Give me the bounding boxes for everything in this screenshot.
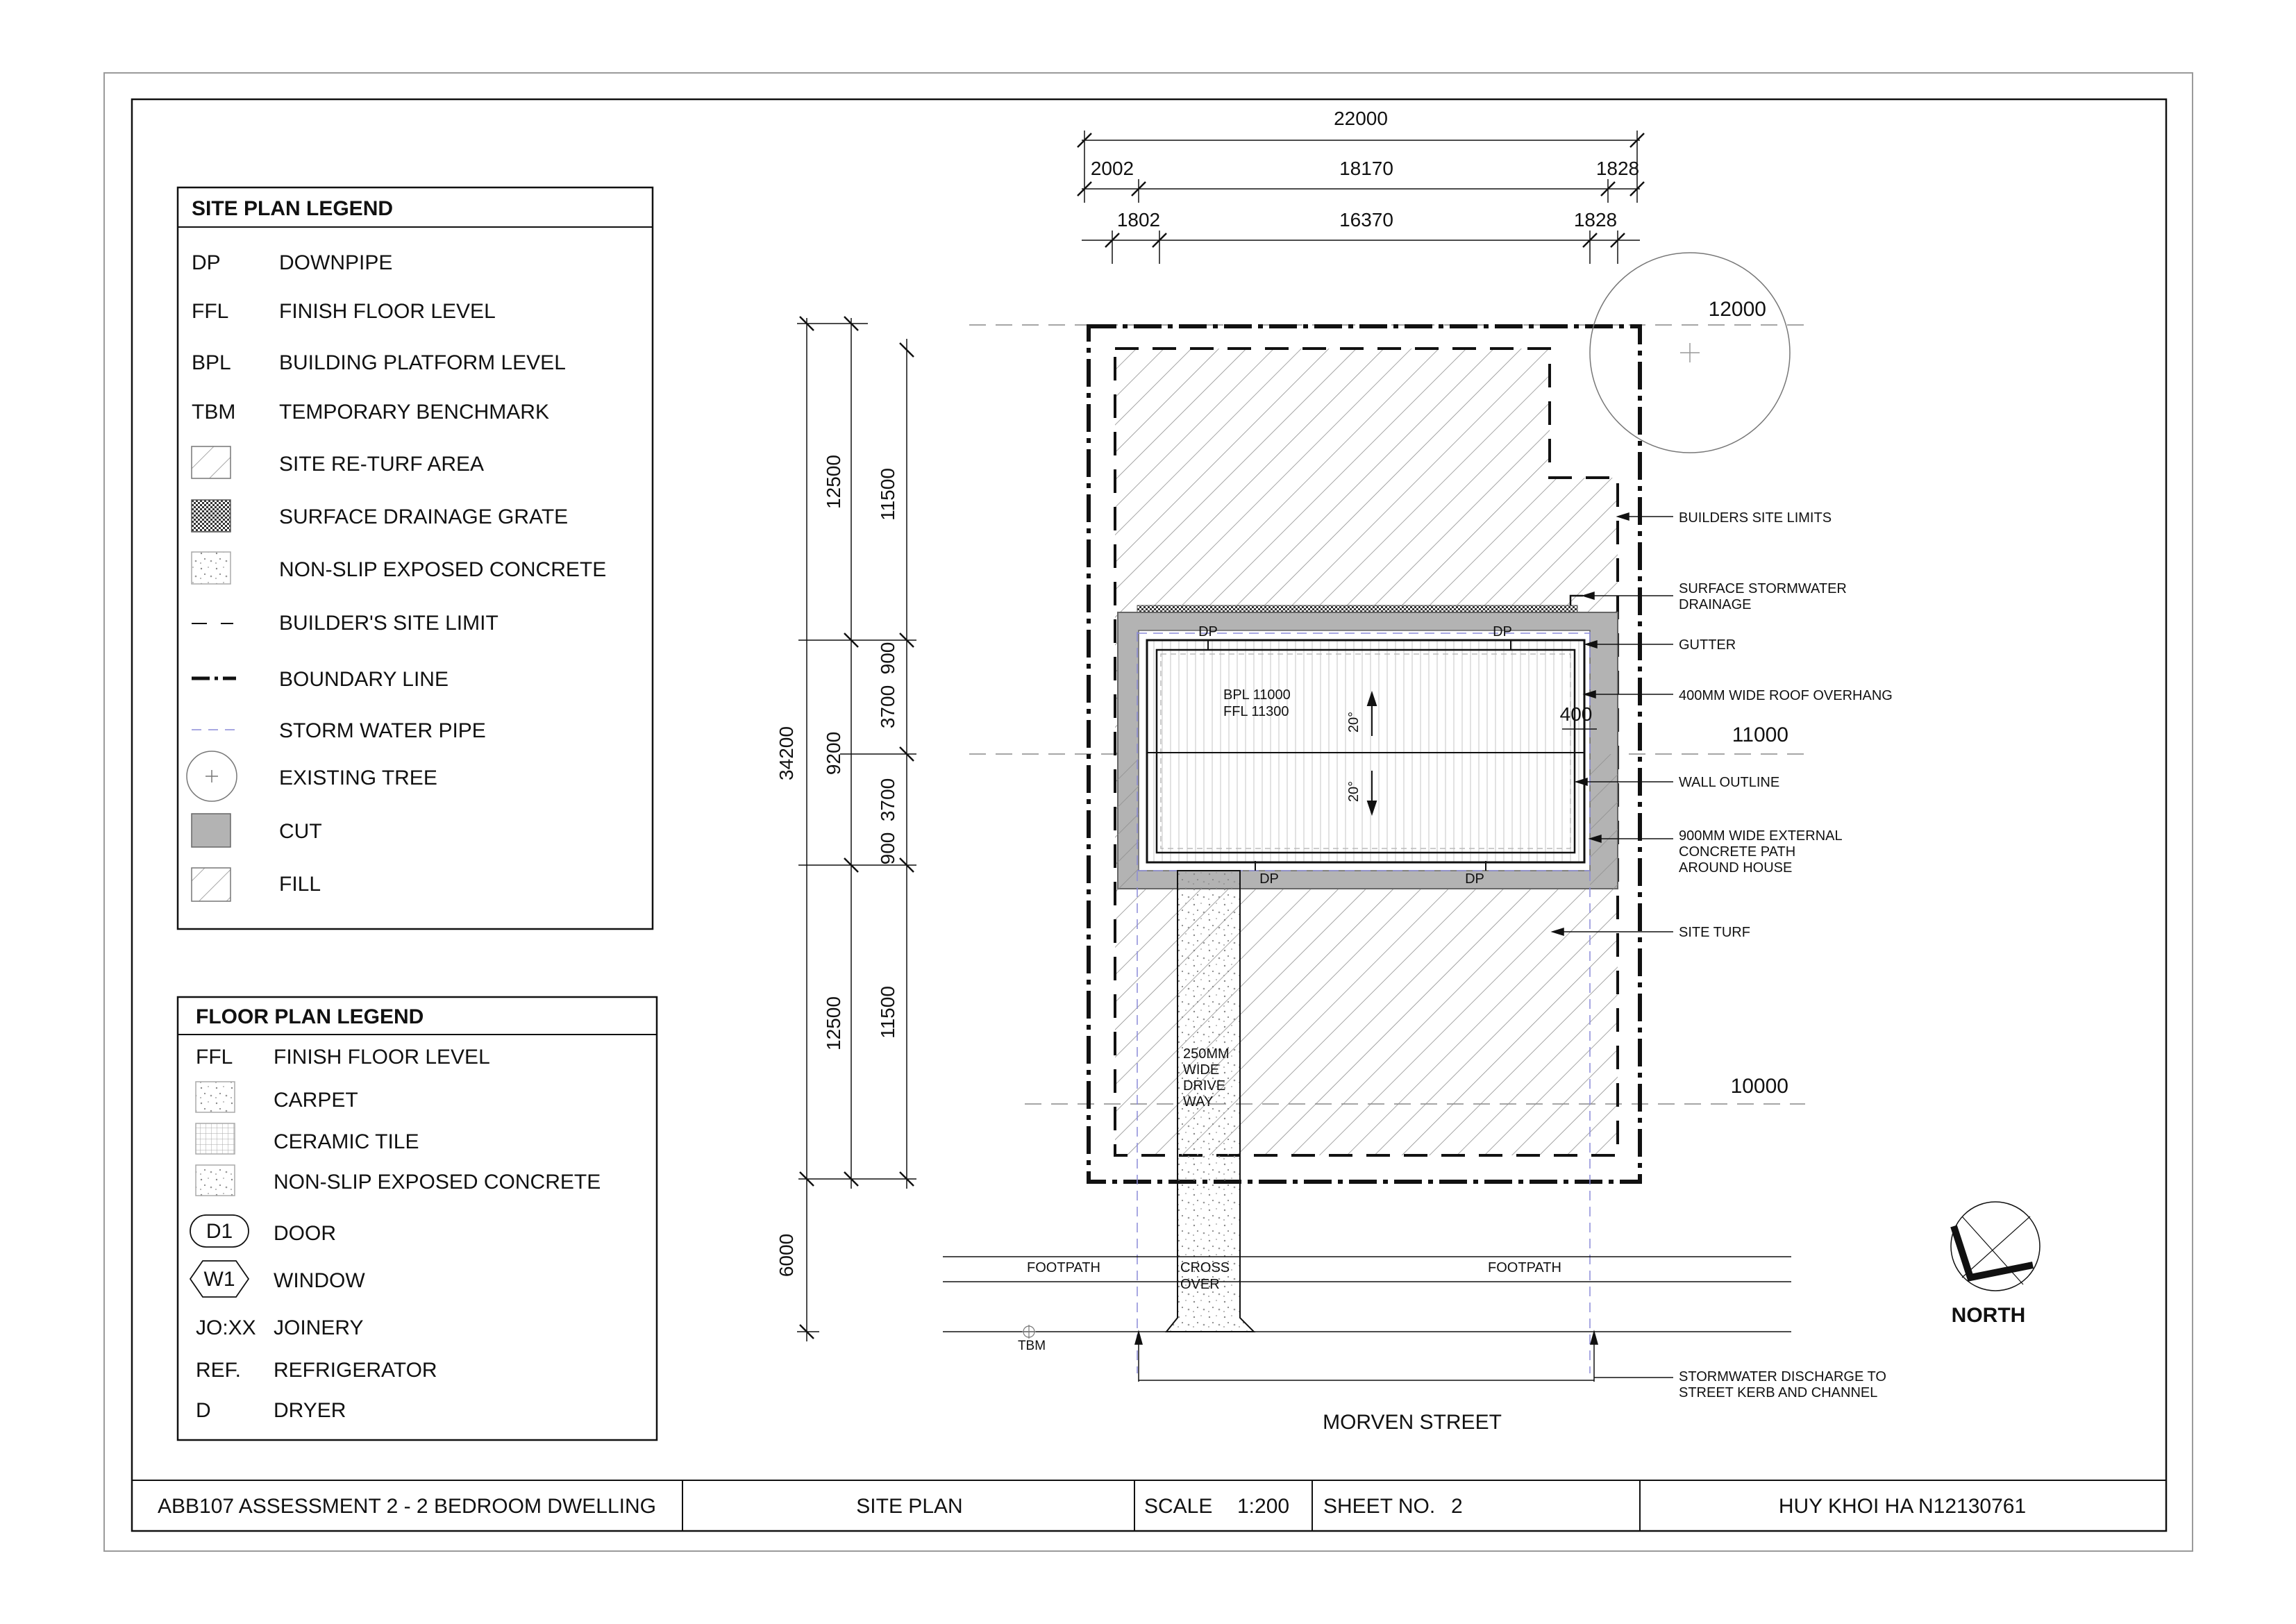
floor-legend-label-ceramic-tile: CERAMIC TILE [274, 1130, 419, 1153]
callout-site-turf: SITE TURF [1679, 925, 1750, 940]
legend-label-boundary-line: BOUNDARY LINE [279, 668, 449, 691]
bpl-label: BPL 11000 [1223, 687, 1291, 703]
legend-label-nonslip-concrete: NON-SLIP EXPOSED CONCRETE [279, 558, 607, 581]
ffl-label: FFL 11300 [1223, 704, 1289, 719]
contour-label-10000: 10000 [1730, 1075, 1788, 1098]
tbm-marker [1022, 1325, 1036, 1339]
title-sheet-label: SHEET NO. [1323, 1495, 1436, 1518]
legend-label-storm-pipe: STORM WATER PIPE [279, 719, 486, 742]
driveway-label-2: WIDE [1183, 1062, 1220, 1078]
legend-code-bpl: BPL [192, 351, 231, 374]
north-arrow-icon [1951, 1202, 2040, 1291]
crossover-label-2: OVER [1180, 1277, 1220, 1292]
floor-legend-code-ffl: FFL [196, 1046, 233, 1069]
callout-roof-overhang: 400MM WIDE ROOF OVERHANG [1679, 688, 1893, 703]
surface-drainage-strip [1137, 605, 1577, 612]
swatch-cut [192, 814, 231, 847]
dim-left-12500-bottom: 12500 [823, 996, 844, 1050]
dp-label-bottom-right: DP [1465, 871, 1484, 887]
legend-label-bpl: BUILDING PLATFORM LEVEL [279, 351, 566, 374]
top-dimensions [1078, 131, 1644, 264]
dim-left-11500-bottom: 11500 [877, 986, 898, 1039]
legend-label-existing-tree: EXISTING TREE [279, 767, 437, 789]
swatch-ceramic-tile [196, 1123, 235, 1154]
overhang-dim: 400 [1559, 703, 1593, 725]
swatch-drainage-grate [192, 500, 231, 532]
title-sheet-value: 2 [1451, 1495, 1463, 1518]
title-author: HUY KHOI HA N12130761 [1778, 1495, 2027, 1518]
title-project: ABB107 ASSESSMENT 2 - 2 BEDROOM DWELLING [157, 1495, 657, 1518]
street-name: MORVEN STREET [1323, 1411, 1502, 1434]
floor-legend-code-window: W1 [203, 1268, 235, 1291]
dim-left-11500-top: 11500 [877, 468, 898, 521]
legend-label-returf: SITE RE-TURF AREA [279, 453, 485, 476]
callout-path-1: 900MM WIDE EXTERNAL [1679, 828, 1843, 844]
site-plan-legend [178, 187, 653, 929]
title-scale-label: SCALE [1144, 1495, 1213, 1518]
floor-legend-code-joinery: JO:XX [196, 1316, 256, 1339]
callout-path-3: AROUND HOUSE [1679, 860, 1793, 876]
dim-left-12500-top: 12500 [823, 455, 844, 509]
dp-label-top-left: DP [1198, 624, 1218, 639]
legend-label-drainage-grate: SURFACE DRAINAGE GRATE [279, 505, 569, 528]
callout-stormwater-1: SURFACE STORMWATER [1679, 581, 1847, 596]
roof-area [1147, 640, 1584, 862]
dim-top-row2-mid: 18170 [1339, 158, 1393, 179]
driveway-label-4: WAY [1183, 1094, 1214, 1110]
dim-top-row3-mid: 16370 [1339, 209, 1393, 231]
swatch-nonslip-concrete [192, 552, 231, 584]
dp-label-top-right: DP [1493, 624, 1512, 639]
dim-top-row3-right: 1828 [1573, 209, 1618, 231]
callout-wall-outline: WALL OUTLINE [1679, 775, 1780, 790]
callout-stormwater-2: DRAINAGE [1679, 597, 1752, 612]
floor-legend-label-carpet: CARPET [274, 1089, 358, 1112]
contour-label-12000: 12000 [1708, 298, 1766, 321]
legend-label-fill: FILL [279, 873, 321, 896]
discharge-lines [1135, 1332, 1598, 1382]
legend-code-ffl: FFL [192, 300, 229, 323]
legend-label-downpipe: DOWNPIPE [279, 251, 393, 274]
roof-pitch-upper: 20° [1346, 711, 1361, 733]
callout-path-2: CONCRETE PATH [1679, 844, 1796, 860]
cut-zone-lower-hatch [1118, 754, 1139, 889]
floor-legend-label-ref: REFRIGERATOR [274, 1359, 437, 1382]
floor-legend-code-dryer: D [196, 1399, 211, 1422]
driveway-label-1: 250MM [1183, 1046, 1230, 1062]
callout-gutter: GUTTER [1679, 637, 1736, 653]
dim-left-900-bottom: 900 [877, 832, 898, 865]
swatch-returf [192, 446, 231, 478]
roof-pitch-lower: 20° [1346, 780, 1361, 803]
floor-legend-label-door: DOOR [274, 1222, 336, 1245]
legend-label-cut: CUT [279, 820, 322, 843]
floor-legend-label-ffl: FINISH FLOOR LEVEL [274, 1046, 490, 1069]
crossover-label-1: CROSS [1180, 1260, 1230, 1275]
legend-code-dp: DP [192, 251, 221, 274]
dim-left-34200: 34200 [776, 726, 797, 780]
legend-code-tbm: TBM [192, 401, 236, 424]
floor-legend-code-door: D1 [206, 1220, 233, 1243]
floor-legend-label-dryer: DRYER [274, 1399, 346, 1422]
dim-left-900-top: 900 [877, 642, 898, 675]
callout-builders-site-limits: BUILDERS SITE LIMITS [1679, 510, 1832, 526]
site-legend-title: SITE PLAN LEGEND [192, 197, 394, 220]
dim-top-row3-left: 1802 [1116, 209, 1161, 231]
dim-left-3700-top: 3700 [877, 685, 898, 729]
dim-left-6000: 6000 [776, 1233, 797, 1278]
swatch-carpet [196, 1082, 235, 1112]
swatch-floor-nonslip [196, 1165, 235, 1196]
tbm-label: TBM [1017, 1339, 1046, 1353]
driveway-label-3: DRIVE [1183, 1078, 1226, 1094]
floor-legend-title: FLOOR PLAN LEGEND [196, 1005, 424, 1028]
dim-top-row2-left: 2002 [1090, 158, 1134, 179]
left-dimensions [797, 317, 916, 1341]
dp-label-bottom-left: DP [1259, 871, 1279, 887]
dim-top-overall: 22000 [1334, 108, 1388, 129]
legend-label-ffl: FINISH FLOOR LEVEL [279, 300, 496, 323]
dim-left-9200: 9200 [823, 731, 844, 776]
contour-label-11000: 11000 [1732, 723, 1788, 746]
floor-legend-code-ref: REF. [196, 1359, 242, 1382]
legend-label-tbm: TEMPORARY BENCHMARK [279, 401, 549, 424]
floor-legend-label-nonslip: NON-SLIP EXPOSED CONCRETE [274, 1171, 601, 1194]
title-drawing: SITE PLAN [856, 1495, 963, 1518]
footpath-left-label: FOOTPATH [1027, 1260, 1100, 1275]
legend-label-builder-limit: BUILDER'S SITE LIMIT [279, 612, 498, 635]
floor-legend-label-window: WINDOW [274, 1269, 365, 1292]
dim-left-3700-bottom: 3700 [877, 778, 898, 822]
swatch-fill [192, 868, 231, 901]
existing-tree [1590, 253, 1790, 453]
north-label: NORTH [1951, 1304, 2026, 1327]
floor-legend-label-joinery: JOINERY [274, 1316, 364, 1339]
dim-top-row2-right: 1828 [1595, 158, 1640, 179]
title-scale-value: 1:200 [1237, 1495, 1290, 1518]
floor-plan-legend [178, 997, 657, 1440]
callout-discharge-2: STREET KERB AND CHANNEL [1679, 1385, 1878, 1400]
callout-discharge-1: STORMWATER DISCHARGE TO [1679, 1369, 1886, 1384]
footpath-right-label: FOOTPATH [1488, 1260, 1561, 1275]
